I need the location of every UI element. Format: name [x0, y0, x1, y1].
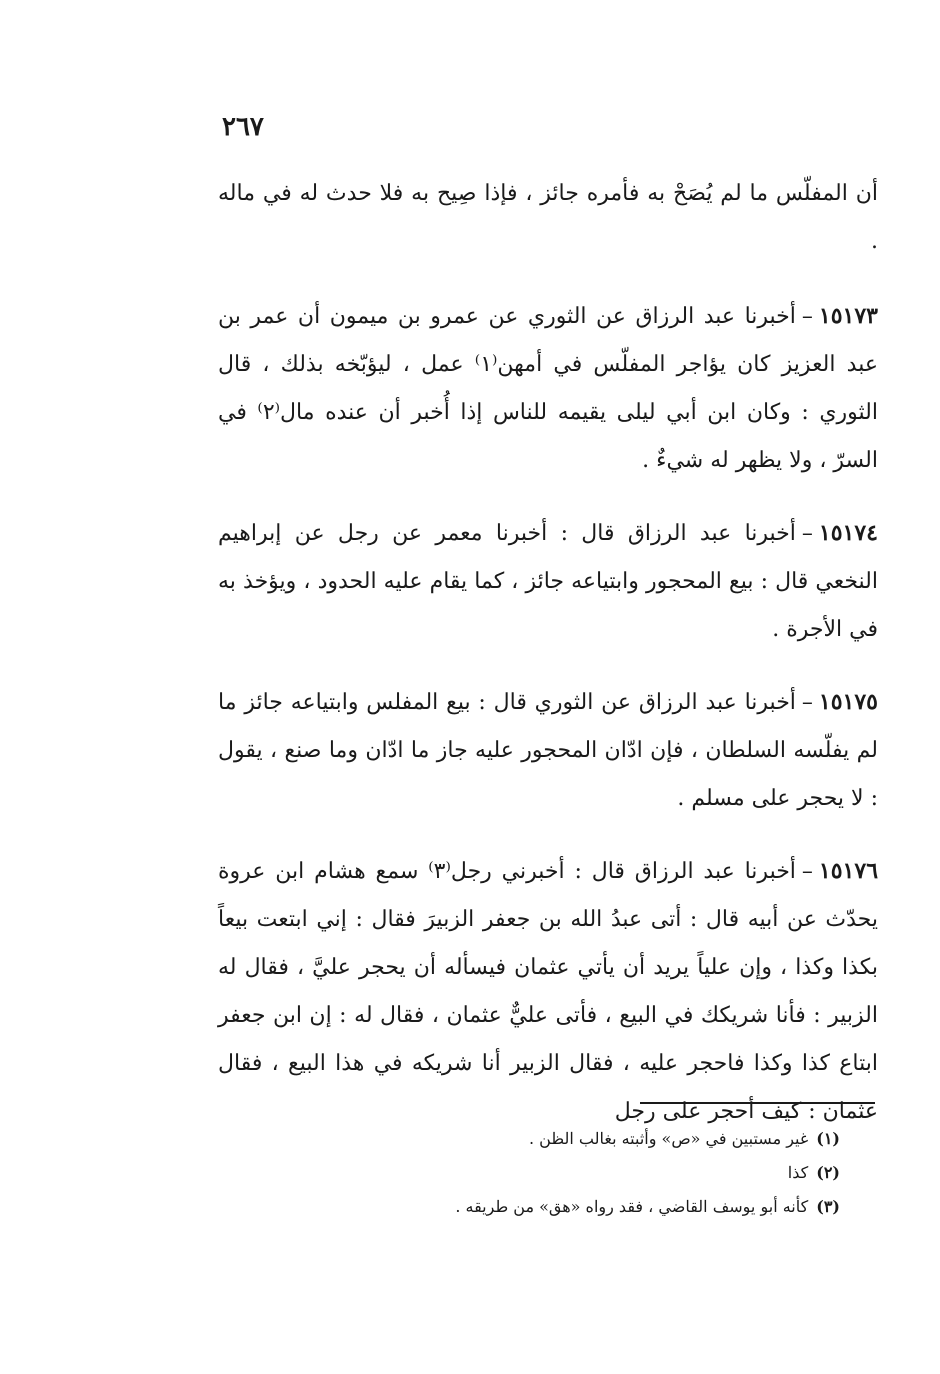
footnote-text: غير مستبين في «ص» وأثبته بغالب الظن .: [529, 1129, 809, 1148]
hadith-text: أخبرنا عبد الرزاق عن الثوري عن عمرو بن ميمون أن عمر بن عبد العزيز كان يؤاجر المفلّس في أمهن⁽١⁾ عمل ، ليؤبّخه بذلك ، قال الثوري : وكان ابن أبي ليلى يقيمه للناس إذا أُخبر أن عنده مال⁽٢⁾ في السرّ ، ولا يظهر له شيءٌ .: [218, 304, 878, 473]
hadith-number: ١٥١٧٤: [818, 520, 878, 546]
footnote-text: كأنه أبو يوسف القاضي ، فقد رواه «هق» من طريقه .: [455, 1197, 809, 1216]
footnote-divider: [640, 1102, 875, 1104]
footnotes: [300, 1122, 840, 1224]
footnote-2: [300, 1156, 840, 1190]
hadith-text: أخبرنا عبد الرزاق قال : أخبرني رجل⁽٣⁾ سمع هشام ابن عروة يحدّث عن أبيه قال : أتى عبدُ الله بن جعفر الزبيرَ فقال : إني ابتعت بيعاً بكذا وكذا ، وإن علياً يريد أن يأتي عثمان فيسأله أن يحجر عليَّ ، فقال له الزبير : فأنا شريكك في البيع ، فأتى عليٌّ عثمان ، فقال له : إن ابن جعفر ابتاع كذا وكذا فاحجر عليه ، فقال الزبير أنا شريكه في هذا البيع ، فقال عثمان : كيف أحجر على رجل: [218, 859, 879, 1124]
hadith-text: أخبرنا عبد الرزاق قال : أخبرنا معمر عن رجل عن إبراهيم النخعي قال : بيع المحجور وابتياعه جائز ، كما يقام عليه الحدود ، ويؤخذ به في الأجرة .: [218, 521, 878, 642]
page-number: ٢٦٧: [222, 112, 264, 142]
footnote-mark: (٢): [816, 1163, 840, 1182]
entry-dash: –: [801, 521, 813, 546]
entry-dash: –: [801, 690, 813, 715]
hadith-entry-15175: [218, 678, 878, 823]
entry-dash: –: [801, 304, 813, 329]
hadith-number: ١٥١٧٦: [818, 858, 879, 884]
hadith-text: أخبرنا عبد الرزاق عن الثوري قال : بيع المفلس وابتياعه جائز ما لم يفلّسه السلطان ، فإن ادّان المحجور عليه جاز ما ادّان وما صنع ، يقول : لا يحجر على مسلم .: [218, 690, 878, 811]
hadith-entry-15176: [218, 847, 878, 1136]
footnote-3: [300, 1190, 840, 1224]
main-text: [218, 170, 878, 1160]
hadith-number: ١٥١٧٣: [818, 303, 878, 329]
footnote-text: كذا: [787, 1163, 809, 1182]
hadith-entry-15174: [218, 509, 878, 654]
hadith-number: ١٥١٧٥: [818, 689, 878, 715]
footnote-mark: (١): [816, 1129, 840, 1148]
intro-paragraph: أن المفلّس ما لم يُصَحْ به فأمره جائز ، فإذا صِيح به فلا حدث له في ماله .: [218, 181, 878, 254]
footnote-mark: (٣): [816, 1197, 840, 1216]
hadith-entry-15173: [218, 292, 878, 485]
entry-dash: –: [801, 859, 813, 884]
footnote-1: [300, 1122, 840, 1156]
